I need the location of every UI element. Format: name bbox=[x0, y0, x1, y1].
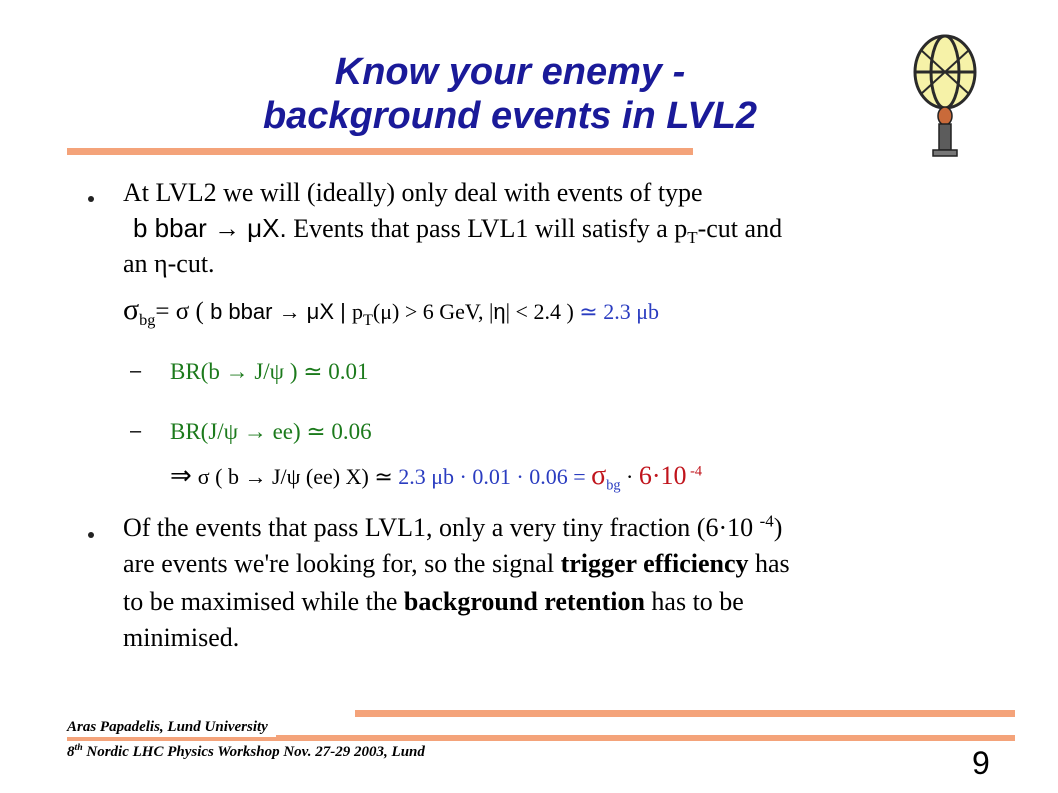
sigma-symbol: σ bbox=[123, 293, 140, 326]
background-retention-term: background retention bbox=[403, 587, 645, 616]
dash-marker: – bbox=[130, 360, 142, 382]
result-bg-sub: bg bbox=[606, 477, 621, 494]
bullet2-text: has bbox=[748, 549, 790, 578]
footer-event bbox=[67, 743, 425, 762]
bullet2-line3 bbox=[123, 586, 744, 618]
sigma-value: ≃ 2.3 μb bbox=[579, 299, 660, 324]
result-product: 2.3 μb · 0.01 · 0.06 = bbox=[398, 464, 592, 489]
page-number: 9 bbox=[972, 745, 990, 781]
footer-ordinal: 8 bbox=[67, 744, 75, 760]
footer-divider-top bbox=[355, 710, 1015, 717]
sigma-cuts-end: | < 2.4 ) bbox=[505, 299, 580, 324]
result-sigma: σ ( b → J/ψ (ee) X) ≃ bbox=[197, 464, 399, 489]
dash-marker: – bbox=[130, 420, 142, 442]
bullet2-text: to be maximised while the bbox=[123, 587, 404, 616]
bullet-dot bbox=[88, 196, 94, 202]
pt-symbol: p bbox=[351, 299, 363, 324]
bullet2-text: Of the events that pass LVL1, only a very tiny fraction (6·10 bbox=[123, 513, 760, 542]
sigma-cuts: (μ) > 6 GeV, | bbox=[372, 299, 494, 324]
result-value: 6·10 bbox=[638, 461, 687, 490]
trigger-efficiency-term: trigger efficiency bbox=[560, 549, 749, 578]
result-dot: · bbox=[620, 464, 639, 489]
title-divider bbox=[67, 148, 693, 155]
bullet2-line2 bbox=[123, 548, 790, 580]
eta-symbol: η bbox=[493, 299, 506, 324]
bullet-dot bbox=[88, 532, 94, 538]
br-jpsi-ee: BR(J/ψ → ee) ≃ 0.06 bbox=[170, 419, 372, 444]
title-line-2: background events in LVL2 bbox=[262, 95, 758, 137]
title-line-1: Know your enemy - bbox=[334, 51, 686, 93]
bbar-decay: b bbar → μX. bbox=[133, 213, 287, 243]
atlas-logo bbox=[905, 30, 985, 160]
bullet2-text: are events we're looking for, so the signal bbox=[123, 549, 561, 578]
bullet2-text: has to be bbox=[644, 587, 744, 616]
footer-author: Aras Papadelis, Lund University bbox=[67, 718, 276, 737]
pt-sub: T bbox=[362, 311, 373, 329]
result-sigma-bg: σ bbox=[591, 460, 607, 491]
bullet2-line1 bbox=[123, 512, 782, 544]
result-exponent: -4 bbox=[686, 463, 702, 480]
sigma-bg-line bbox=[123, 294, 659, 328]
result-line bbox=[170, 460, 702, 493]
bullet1-line2-text: Events that pass LVL1 will satisfy a p bbox=[286, 214, 688, 243]
page-title bbox=[150, 50, 870, 138]
sigma-eq: = σ ( bbox=[155, 298, 211, 325]
sigma-decay: b bbar → μX | bbox=[210, 299, 352, 324]
br-b-jpsi: BR(b → J/ψ ) ≃ 0.01 bbox=[170, 359, 369, 384]
footer-event-name: Nordic LHC Physics Workshop Nov. 27-29 2003, Lund bbox=[82, 744, 425, 760]
bullet1-line1: At LVL2 we will (ideally) only deal with events of type bbox=[123, 178, 703, 207]
bullet2-line4: minimised. bbox=[123, 623, 240, 652]
bullet1-line2-end: -cut and bbox=[697, 214, 783, 243]
footer-ordinal-suffix: th bbox=[74, 742, 83, 753]
bullet1-line2 bbox=[133, 212, 783, 248]
bullet2-paren: ) bbox=[773, 513, 783, 542]
bullet1-line3: an η-cut. bbox=[123, 249, 215, 278]
bg-subscript: bg bbox=[139, 311, 156, 329]
pt-subscript: T bbox=[687, 228, 698, 248]
implies-arrow: ⇒ bbox=[170, 461, 192, 490]
fraction-exponent: -4 bbox=[759, 511, 774, 531]
